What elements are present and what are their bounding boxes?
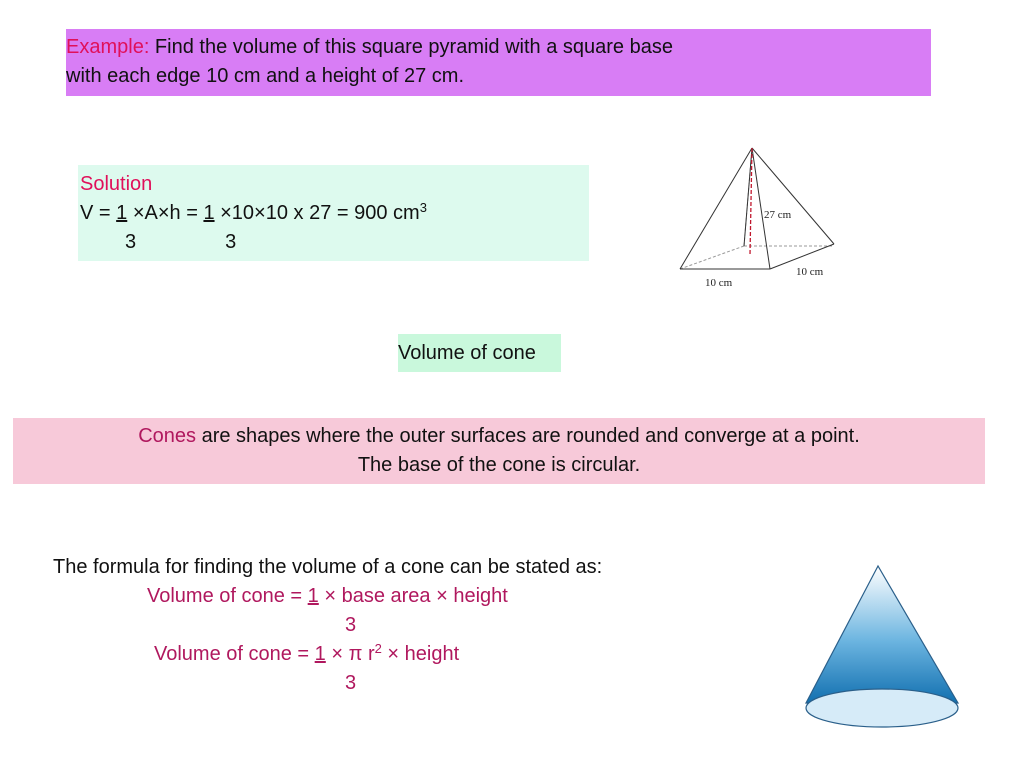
equation-middle: ×A×h =	[127, 202, 204, 224]
example-line-1	[66, 33, 931, 62]
cone-illustration	[800, 560, 965, 735]
fraction-denominator-2: 3	[225, 231, 237, 253]
square-pyramid-diagram	[672, 140, 842, 290]
cubic-exponent: 3	[419, 200, 427, 215]
fraction-denominator-1: 3	[125, 231, 137, 253]
example-box	[66, 29, 931, 96]
formula-1-denominator: 3	[345, 614, 357, 636]
formula-1-numerator: 1	[307, 585, 319, 607]
edge-front-label: 10 cm	[705, 277, 733, 289]
formula-2	[53, 640, 753, 669]
cones-line-2: The base of the cone is circular.	[357, 454, 641, 476]
cone-body	[806, 566, 958, 703]
formula-1	[53, 582, 753, 611]
edge-right-label: 10 cm	[796, 266, 824, 278]
formula-1-prefix: Volume of cone =	[147, 585, 308, 607]
solution-box	[78, 165, 589, 261]
formula-2-denominator: 3	[345, 672, 357, 694]
radius-exponent: 2	[374, 641, 382, 656]
example-label: Example:	[66, 36, 150, 58]
fraction-numerator-1: 1	[116, 202, 128, 224]
equation-prefix: V =	[80, 202, 117, 224]
equation-rest: ×10×10 x 27 = 900 cm	[214, 202, 420, 224]
cone-base	[806, 689, 958, 727]
example-text-1: Find the volume of this square pyramid with a square base	[149, 36, 673, 58]
formula-1-rest: × base area × height	[318, 585, 508, 607]
solution-denominators	[80, 228, 589, 257]
solution-equation	[80, 199, 589, 228]
formula-2-prefix: Volume of cone =	[154, 643, 315, 665]
formula-2-numerator: 1	[314, 643, 326, 665]
cones-description-box	[13, 418, 985, 484]
cones-word: Cones	[138, 425, 197, 447]
cones-line-1-text: are shapes where the outer surfaces are rounded and converge at a point.	[196, 425, 860, 447]
formula-intro: The formula for finding the volume of a cone can be stated as:	[53, 556, 603, 578]
fraction-numerator-2: 1	[203, 202, 215, 224]
example-line-2: with each edge 10 cm and a height of 27 cm.	[66, 65, 465, 87]
cones-line-1	[13, 422, 985, 451]
formula-2-rest: × π r	[325, 643, 375, 665]
formula-section	[53, 553, 753, 698]
section-title: Volume of cone	[398, 334, 561, 372]
solution-heading: Solution	[80, 173, 153, 195]
height-label: 27 cm	[764, 209, 792, 221]
formula-2-tail: × height	[381, 643, 460, 665]
